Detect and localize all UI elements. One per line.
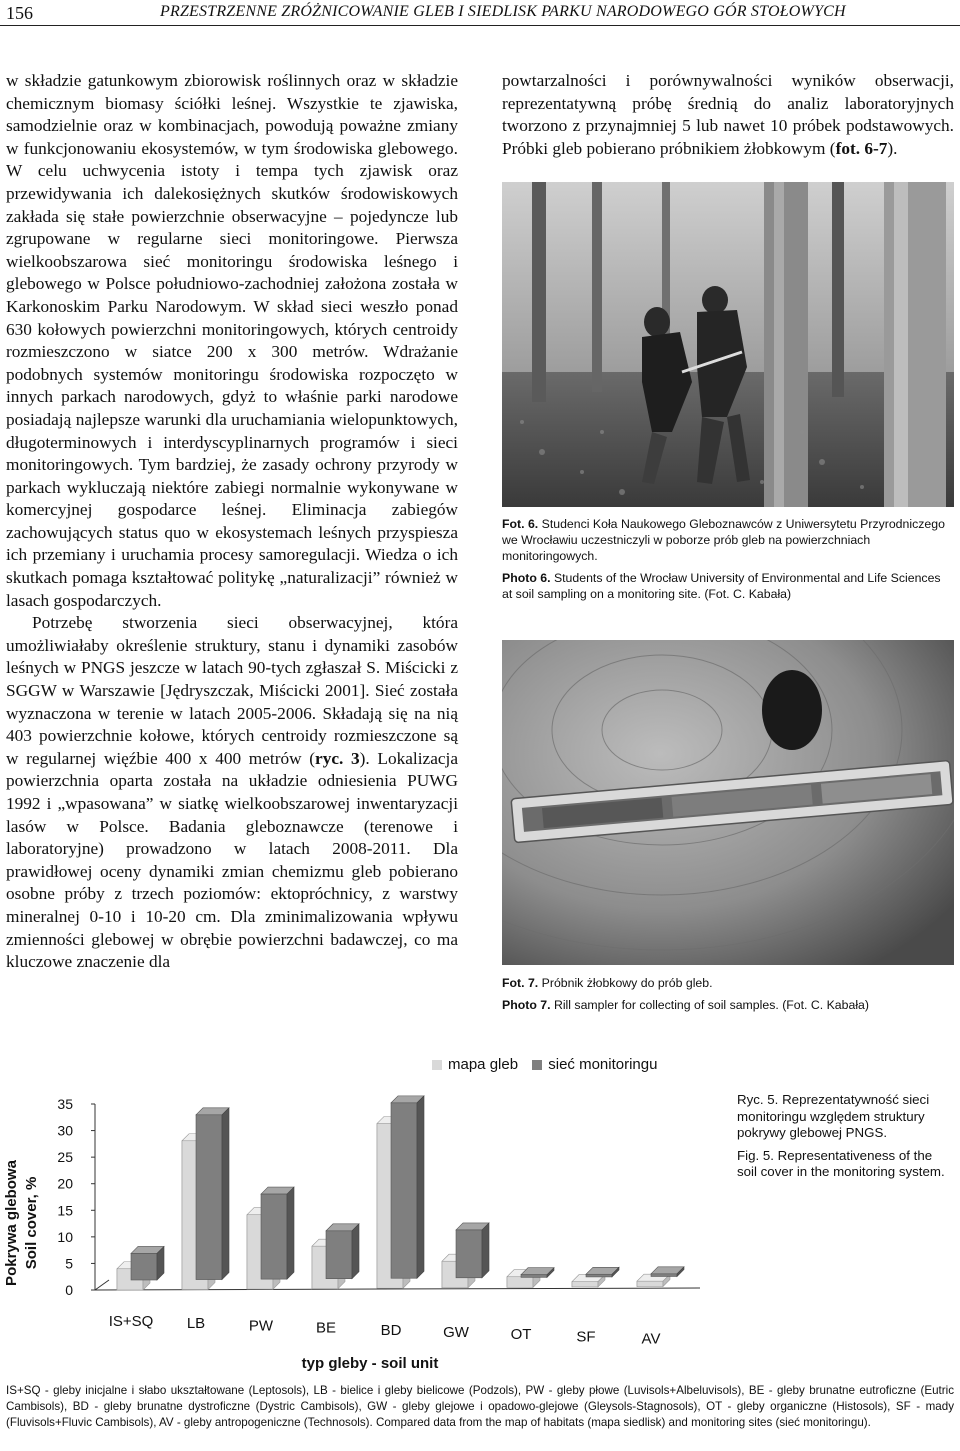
y-tick-label: 25 [57, 1149, 73, 1166]
y-tick-label: 5 [65, 1255, 73, 1272]
bar-side-siec-monitoringu [417, 1096, 424, 1278]
x-axis-depth [95, 1280, 109, 1290]
y-tick-label: 10 [57, 1228, 73, 1245]
y-tick-label: 35 [57, 1096, 73, 1112]
bar-siec-monitoringu [196, 1115, 222, 1280]
photo-7-pl-text: Próbnik żłobkowy do prób gleb. [541, 976, 713, 990]
bar-side-siec-monitoringu [482, 1223, 489, 1278]
x-axis-label: typ gleby - soil unit [301, 1355, 439, 1372]
right-paragraph-text-b: ). [887, 138, 898, 158]
paragraph-2-text-b: ). Lokalizacja powierzchnia oparta została na układzie odniesienia PUWG 1992 i „wpasowana” w siatkę wielkoobszarowej inwentaryzacji lasów w Polsce. Badania gleboznawcze (terenowe i laboratoryjne) prowadzono w latach 2008-2011. Dla prawidłowej oceny dynamiki zmian chemizmu gleb pobierano osobne próby z trzech poziomów: ektopróchnicy, z warstwy mineralnej 0-10 i 10-20 cm. Dla zminimalizowania wpływu zmienności glebowej w obrębie powierzchni badawczej, co ma kluczowe znaczenie dla [6, 748, 459, 972]
x-tick-label: PW [248, 1317, 274, 1335]
photo-6-forest-sampling [502, 182, 954, 507]
legend-label-mapa-gleb: mapa gleb [448, 1056, 519, 1073]
figure-5-en-caption: Fig. 5. Representativeness of the soil cover in the monitoring system. [737, 1147, 945, 1179]
x-tick-label: LB [186, 1315, 206, 1333]
y-tick-label: 30 [57, 1122, 73, 1139]
bar-side-siec-monitoringu [287, 1187, 294, 1279]
x-tick-label: GW [443, 1324, 469, 1341]
photo-6-en-text: Students of the Wrocław University of Environmental and Life Sciences at soil sampling on a monitoring site. (Fot. C. Kabała) [502, 571, 941, 601]
photo-7-en-label: Photo 7. [502, 998, 551, 1012]
paragraph-2 [6, 612, 458, 974]
photo-6-en-label: Photo 6. [502, 571, 551, 585]
figure-5-pl-caption: Ryc. 5. Reprezentatywność sieci monitoringu względem struktury pokrywy glebowej PNGS. [737, 1092, 930, 1140]
photo-6-pl-text: Studenci Koła Naukowego Gleboznawców z Uniwersytetu Przyrodniczego we Wrocławiu uczestniczyli w poborze prób gleb na powierzchniach monitoringowych. [502, 517, 945, 563]
x-tick-label: BE [315, 1319, 337, 1337]
bar-siec-monitoringu [261, 1194, 287, 1279]
legend-item-siec-monitoringu [532, 1056, 657, 1073]
bar-mapa-gleb [507, 1277, 533, 1288]
photo-7-en-text: Rill sampler for collecting of soil samples. (Fot. C. Kabała) [553, 998, 869, 1012]
x-tick-label: BD [380, 1321, 402, 1339]
paragraph-2-text-a: Potrzebę stworzenia sieci obserwacyjnej, która umożliwiałaby określenie struktury, stanu i dynamiki zasobów leśnych w PNGS jeszcze w latach 90-tych zgłaszał S. Miścicki z SGGW w Warszawie [Jędryszczak, Miścicki 2001]. Sieć została wyznaczona w terenie w latach 2005-2006. Składają się na nią 403 powierzchnie kołowe, których centroidy rozmieszczone są w regularnej więźbie 400 x 400 metrów ( [6, 613, 458, 768]
right-paragraph-text-a: powtarzalności i porównywalności wyników obserwacji, reprezentatywną próbę średnią do analiz laboratoryjnych tworzono z przynajmniej 5 lub nawet 10 próbek podstawowych. Próbki gleb pobierano próbnikiem żłobkowym ( [502, 71, 954, 158]
bar-siec-monitoringu [521, 1275, 547, 1278]
photo-7-pl-label: Fot. 7. [502, 976, 539, 990]
y-tick-label: 0 [65, 1282, 73, 1298]
bar-side-siec-monitoringu [352, 1224, 359, 1279]
bar-siec-monitoringu [391, 1103, 417, 1278]
right-column [502, 70, 954, 160]
bar-mapa-gleb [637, 1281, 663, 1286]
paragraph-1: w składzie gatunkowym zbiorowisk roślinnych oraz w składzie chemicznym biomasy ściółki leśnej. Wszystkie te zjawiska, samodzielnie oraz w kombinacjach, powodują poważne zmiany w funkcjonowaniu ekosystemów, w tym środowiska glebowego. W celu uchwycenia istoty i tempa tych zjawisk oraz przewidywania ich dalekosiężnych skutków środowiskowych zakłada się stałe powierzchnie obserwacyjne – pojedyncze lub zgrupowane w regularne sieci monitoringowe. Pierwsza wielkoobszarowa sieć monitoringu środowiska leśnego i glebowego w Polsce południowo-zachodniej założona została w Karkonoskim Parku Narodowym. W skład sieci weszło ponad 630 kołowych powierzchni monitoringowych, których centroidy rozmieszczono w siatce 200 x 300 metrów. Wdrażanie podobnych systemów monitoringu środowiska rozpoczęto w innych parkach narodowych, gdyż to właśnie parki narodowe posiadają najlepsze warunki dla uruchamiania wielopunktowych, długoterminowych i interdyscyplinarnych programów i sieci monitoringowych. Tym bardziej, że zasady ochrony przyrody w parkach wykluczają niektóre zabiegi normalnie wykonywane w komercyjnej gospodarce leśnej. Eliminacja zabiegów zachowujących status quo w ekosystemach leśnych przyspiesza ich przemiany i uruchamia procesy samoregulacji. Wiedza o ich skutkach pomaga kształtować politykę „naturalizacji” również w lasach gospodarczych. [6, 71, 458, 610]
x-tick-label: IS+SQ [108, 1313, 154, 1330]
figure-5-caption [737, 1092, 952, 1187]
y-axis-label-en: Soil cover, % [23, 1176, 40, 1270]
legend-swatch-light [432, 1060, 442, 1070]
legend-item-mapa-gleb [432, 1056, 518, 1073]
photo-7-rill-sampler [502, 640, 954, 965]
figure-reference: ryc. 3 [315, 748, 360, 768]
running-title: PRZESTRZENNE ZRÓŻNICOWANIE GLEB I SIEDLISK PARKU NARODOWEGO GÓR STOŁOWYCH [160, 3, 846, 20]
left-text-column [6, 70, 458, 974]
legend-label-siec-monitoringu: sieć monitoringu [548, 1056, 658, 1073]
photo-reference: fot. 6-7 [835, 138, 888, 158]
x-tick-label: SF [576, 1328, 596, 1346]
y-tick-label: 20 [57, 1175, 73, 1192]
right-paragraph [502, 70, 954, 160]
page-number: 156 [6, 3, 33, 23]
bar-siec-monitoringu [586, 1274, 612, 1277]
bar-siec-monitoringu [131, 1253, 157, 1280]
figure-5-footnote: IS+SQ - gleby inicjalne i słabo ukształtowane (Leptosols), LB - bielice i gleby bielicowe (Podzols), PW - gleby płowe (Luvisols+Albeluvisols), BE - gleby brunatne eutroficzne (Eutric Cambisols), BD - gleby brunatne dystroficzne (Dystric Cambisols), GW - gleby glejowe i opadowo-glejowe (Gleysols-Stagnosols), OT - gleby organiczne (Histosols), SF - mady (Fluvisols+Fluvic Cambisols), AV - gleby antropogeniczne (Technosols). Compared data from the map of habitats (mapa siedlisk) and monitoring sites (sieć monitoringu). [6, 1384, 954, 1429]
soil-cover-bar-chart [0, 1078, 730, 1378]
header-rule [0, 25, 960, 26]
page-header [0, 0, 960, 26]
y-axis-label-pl: Pokrywa glebowa [3, 1160, 20, 1286]
bar-mapa-gleb [572, 1282, 598, 1287]
x-tick-label: OT [510, 1326, 532, 1344]
photo-7-caption [502, 975, 954, 1013]
legend-swatch-dark [532, 1060, 542, 1070]
y-tick-label: 15 [57, 1202, 73, 1219]
bar-siec-monitoringu [651, 1274, 677, 1277]
bar-siec-monitoringu [456, 1230, 482, 1278]
bar-side-siec-monitoringu [222, 1108, 229, 1280]
photo-6-caption [502, 516, 954, 602]
x-tick-label: AV [641, 1330, 661, 1348]
chart-legend [432, 1056, 667, 1073]
bar-siec-monitoringu [326, 1231, 352, 1279]
photo-6-pl-label: Fot. 6. [502, 517, 539, 531]
